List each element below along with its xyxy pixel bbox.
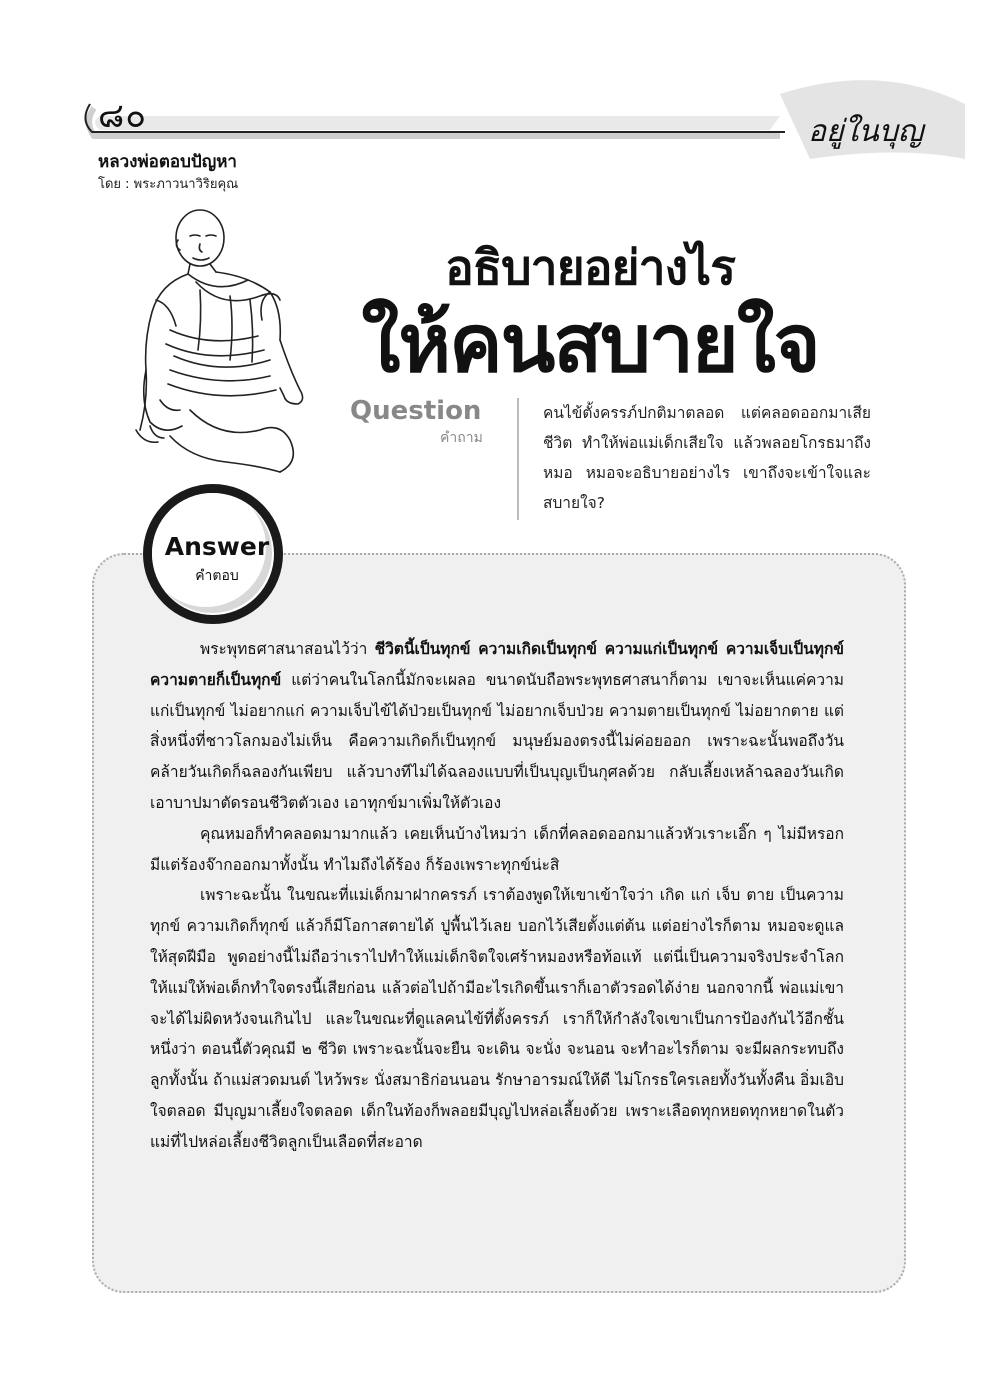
magazine-name: อยู่ในบุญ: [808, 114, 924, 149]
answer-paragraph-1: [150, 634, 844, 819]
answer-paragraph-2: คุณหมอก็ทำคลอดมามากแล้ว เคยเห็นบ้างไหมว่า เด็กที่คลอดออกมาแล้วหัวเราะเอิ๊ก ๆ ไม่มีหรอก มีแต่ร้องจ๊ากออกมาทั้งนั้น ทำไมถึงได้ร้อง ก็ร้องเพราะทุกข์น่ะสิ: [150, 824, 844, 874]
answer-label-thai: คำตอบ: [195, 568, 239, 584]
article-title-line2: ให้คนสบายใจ: [361, 297, 819, 390]
question-label: Question: [350, 396, 482, 426]
answer-p1-emphasis: ชีวิตนี้เป็นทุกข์ ความเกิดเป็นทุกข์ ความแก่เป็นทุกข์ ความเจ็บเป็นทุกข์ ความตายก็เป็นทุกข์: [150, 640, 844, 689]
question-label-thai: คำถาม: [440, 430, 483, 446]
question-divider: [517, 398, 519, 520]
question-text: คนไข้ตั้งครรภ์ปกติมาตลอด แต่คลอดออกมาเสียชีวิต ทำให้พ่อแม่เด็กเสียใจ แล้วพลอยโกรธมาถึงหมอ หมอจะอธิบายอย่างไร เขาถึงจะเข้าใจและสบายใจ?: [543, 404, 871, 512]
answer-label: Answer: [164, 532, 270, 561]
answer-p1-lead: พระพุทธศาสนาสอนไว้ว่า: [200, 640, 375, 658]
answer-paragraph-3: เพราะฉะนั้น ในขณะที่แม่เด็กมาฝากครรภ์ เราต้องพูดให้เขาเข้าใจว่า เกิด แก่ เจ็บ ตาย เป็นความทุกข์ ความเกิดก็ทุกข์ แล้วก็มีโอกาสตายได้ ปูพื้นไว้เลย บอกไว้เสียตั้งแต่ต้น แต่อย่างไรก็ตาม หมอจะดูแลให้สุดฝีมือ พูดอย่างนี้ไม่ถือว่าเราไปทำให้แม่เด็กจิตใจเศร้าหมองหรือท้อแท้ แต่นี่เป็นความจริงประจำโลก ให้แม่ให้พ่อเด็กทำใจตรงนี้เสียก่อน แล้วต่อไปถ้ามีอะไรเกิดขึ้นเราก็เอาตัวรอดได้ง่าย นอกจากนี้ พ่อแม่เขาจะได้ไม่ผิดหวังจนเกินไป และในขณะที่ดูแลคนไข้ที่ตั้งครรภ์ เราก็ให้กำลังใจเขาเป็นการป้องกันไว้อีกชั้นหนึ่งว่า ตอนนี้ตัวคุณมี ๒ ชีวิต เพราะฉะนั้นจะยืน จะเดิน จะนั่ง จะนอน จะทำอะไรก็ตาม จะมีผลกระทบถึงลูกทั้งนั้น ถ้าแม่สวดมนต์ ไหว้พระ นั่งสมาธิก่อนนอน รักษาอารมณ์ให้ดี ไม่โกรธใครเลยทั้งวันทั้งคืน อิ่มเอิบใจตลอด มีบุญมาเลี้ยงใจตลอด เด็กในท้องก็พลอยมีบุญไปหล่อเลี้ยงด้วย เพราะเลือดทุกหยดทุกหยาดในตัวแม่ที่ไปหล่อเลี้ยงชีวิตลูกเป็นเลือดที่สะอาด: [150, 886, 844, 1151]
answer-p1-rest: แต่ว่าคนในโลกนี้มักจะเผลอ ขนาดนับถือพระพุทธศาสนาก็ตาม เขาจะเห็นแค่ความแก่เป็นทุกข์ ไม่อยากแก่ ความเจ็บไข้ได้ป่วยเป็นทุกข์ ไม่อยากเจ็บป่วย ความตายเป็นทุกข์ ไม่อยากตาย แต่สิ่งหนึ่งที่ชาวโลกมองไม่เห็น คือความเกิดก็เป็นทุกข์ มนุษย์มองตรงนี้ไม่ค่อยออก เพราะฉะนั้นพอถึงวันคล้ายวันเกิดก็ฉลองกันเพียบ แล้วบางทีไม่ได้ฉลองแบบที่เป็นบุญเป็นกุศลด้วย กลับเลี้ยงเหล้าฉลองวันเกิด เอาบาปมาตัดรอนชีวิตตัวเอง เอาทุกข์มาเพิ่มให้ตัวเอง: [150, 670, 844, 812]
column-title: หลวงพ่อตอบปัญหา: [98, 152, 237, 172]
column-author: โดย : พระภาวนาวิริยคุณ: [98, 177, 239, 192]
article-title-line1: อธิบายอย่างไร: [445, 240, 735, 296]
monk-illustration: [130, 200, 320, 480]
page-number: ๘๐: [98, 96, 147, 136]
answer-body: [150, 634, 844, 1158]
